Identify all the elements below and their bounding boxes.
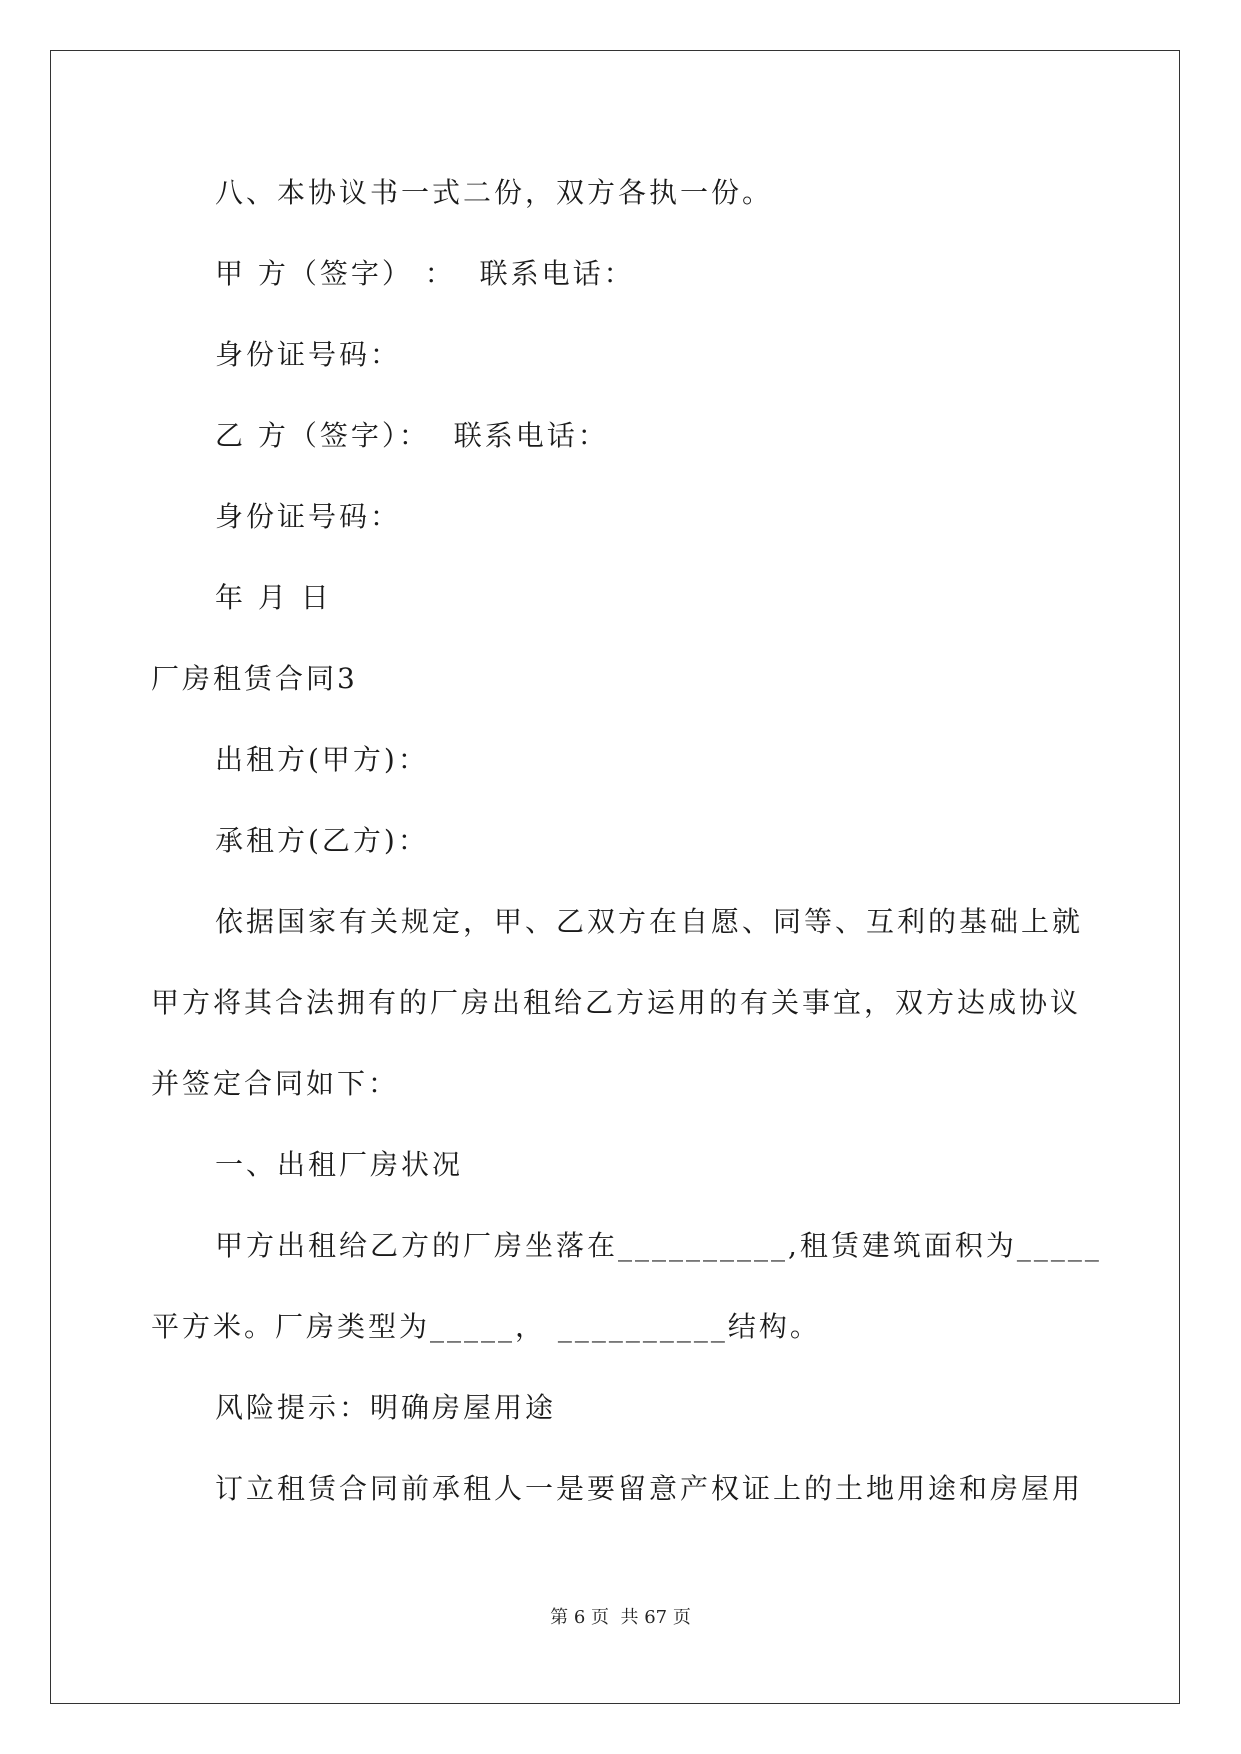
party-a-signature-phone: 甲 方（签字） ： 联系电话：	[215, 257, 635, 290]
date-line: 年 月 日	[215, 581, 332, 614]
lessee-line: 承租方(乙方)：	[215, 824, 429, 857]
preamble-line-1: 依据国家有关规定，甲、乙双方在自愿、同等、互利的基础上就	[215, 905, 1084, 938]
clause-eight-copies: 八、本协议书一式二份，双方各执一份。	[215, 176, 774, 209]
party-a-id-number: 身份证号码：	[215, 338, 402, 371]
risk-tip-heading: 风险提示：明确房屋用途	[215, 1391, 557, 1424]
page-border	[50, 50, 1180, 1704]
clause-one-text-1: 甲方出租给乙方的厂房坐落在__________,租赁建筑面积为_____	[215, 1229, 1102, 1262]
lessor-line: 出租方(甲方)：	[215, 743, 429, 776]
risk-tip-text: 订立租赁合同前承租人一是要留意产权证上的土地用途和房屋用	[215, 1472, 1084, 1505]
preamble-line-3: 并签定合同如下：	[151, 1067, 400, 1100]
section-title: 厂房租赁合同3	[151, 662, 358, 695]
party-b-id-number: 身份证号码：	[215, 500, 402, 533]
page-number-footer: 第 6 页 共 67 页	[550, 1607, 691, 1628]
party-b-signature-phone: 乙 方（签字）： 联系电话：	[215, 419, 609, 452]
clause-one-text-2: 平方米。厂房类型为_____， __________结构。	[151, 1310, 821, 1343]
preamble-line-2: 甲方将其合法拥有的厂房出租给乙方运用的有关事宜，双方达成协议	[151, 986, 1082, 1019]
clause-one-heading: 一、出租厂房状况	[215, 1148, 464, 1181]
